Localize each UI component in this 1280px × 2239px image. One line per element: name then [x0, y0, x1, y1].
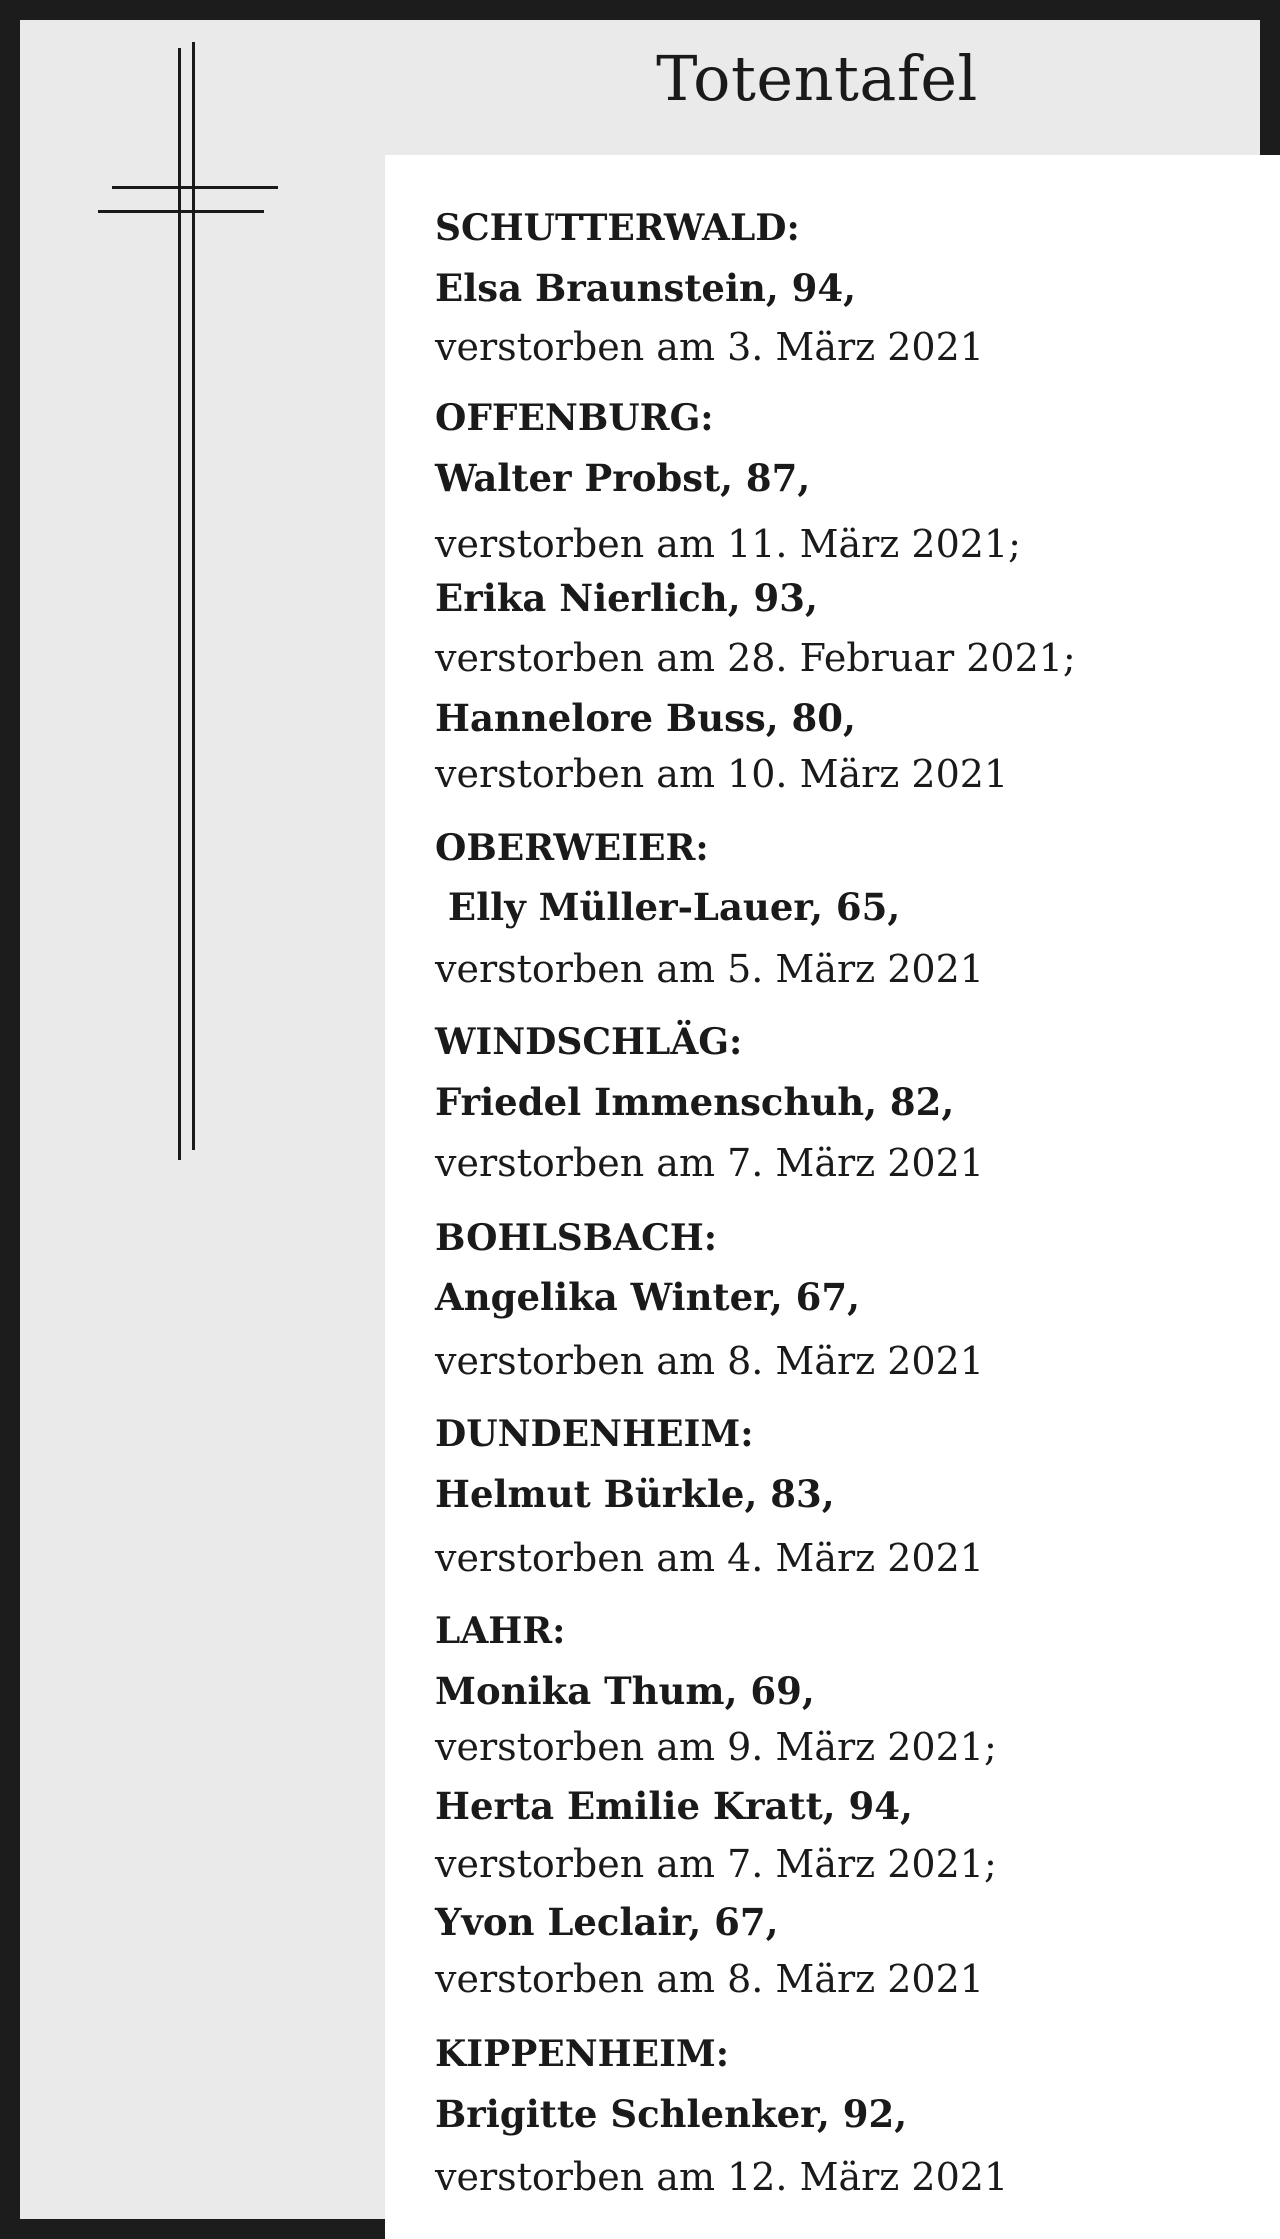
place-heading: BOHLSBACH: — [435, 1217, 718, 1259]
place-heading: LAHR: — [435, 1610, 566, 1652]
page-title: Totentafel — [656, 42, 978, 115]
death-date: verstorben am 7. März 2021; — [435, 1842, 997, 1886]
person-name: Friedel Immenschuh, 82, — [435, 1080, 955, 1124]
person-name: Elsa Braunstein, 94, — [435, 266, 857, 310]
cross-icon — [20, 20, 374, 1220]
cross-vertical-line — [192, 42, 195, 1150]
death-date: verstorben am 8. März 2021 — [435, 1339, 984, 1383]
death-date: verstorben am 8. März 2021 — [435, 1957, 984, 2001]
person-name: Walter Probst, 87, — [435, 456, 811, 500]
person-name: Monika Thum, 69, — [435, 1669, 815, 1713]
death-date: verstorben am 9. März 2021; — [435, 1725, 997, 1769]
death-date: verstorben am 28. Februar 2021; — [435, 636, 1076, 680]
place-heading: SCHUTTERWALD: — [435, 207, 800, 249]
death-date: verstorben am 10. März 2021 — [435, 752, 1009, 796]
entries-panel — [385, 155, 1280, 2239]
person-name: Erika Nierlich, 93, — [435, 576, 818, 620]
cross-horizontal-line — [98, 210, 264, 213]
death-date: verstorben am 7. März 2021 — [435, 1141, 984, 1185]
death-date: verstorben am 11. März 2021; — [435, 522, 1021, 566]
death-date: verstorben am 3. März 2021 — [435, 325, 984, 369]
person-name: Herta Emilie Kratt, 94, — [435, 1784, 913, 1828]
place-heading: WINDSCHLÄG: — [435, 1021, 743, 1063]
death-date: verstorben am 5. März 2021 — [435, 947, 984, 991]
place-heading: OBERWEIER: — [435, 827, 709, 869]
notice-panel — [20, 20, 1260, 2219]
death-date: verstorben am 4. März 2021 — [435, 1536, 984, 1580]
person-name: Angelika Winter, 67, — [435, 1275, 861, 1319]
place-heading: OFFENBURG: — [435, 397, 714, 439]
cross-vertical-line — [178, 48, 181, 1160]
place-heading: KIPPENHEIM: — [435, 2033, 730, 2075]
death-date: verstorben am 12. März 2021 — [435, 2155, 1009, 2199]
person-name: Helmut Bürkle, 83, — [435, 1472, 835, 1516]
person-name: Yvon Leclair, 67, — [435, 1900, 779, 1944]
person-name: Elly Müller-Lauer, 65, — [435, 885, 901, 929]
person-name: Hannelore Buss, 80, — [435, 696, 856, 740]
place-heading: DUNDENHEIM: — [435, 1413, 754, 1455]
cross-horizontal-line — [112, 186, 278, 189]
person-name: Brigitte Schlenker, 92, — [435, 2092, 908, 2136]
